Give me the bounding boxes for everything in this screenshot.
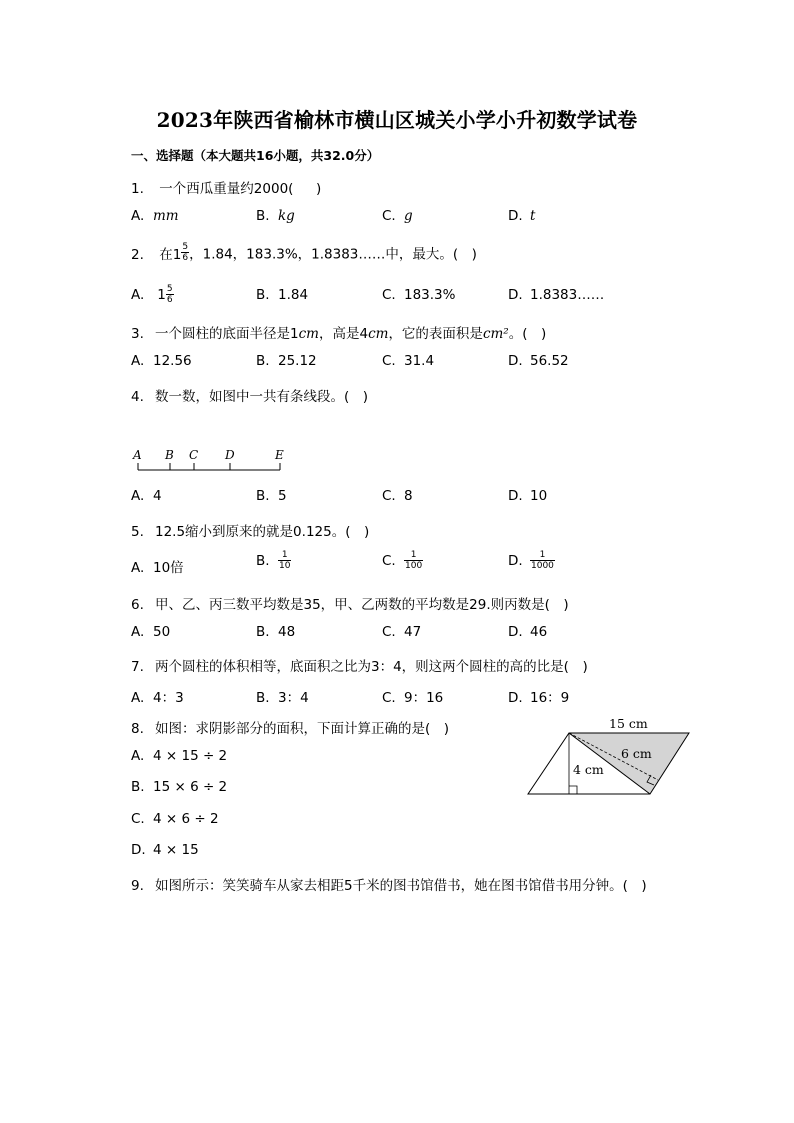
question-3: 3. 一个圆柱的底面半径是1cm，高是4cm，它的表面积是cm²。( ) bbox=[131, 326, 547, 342]
q8-option-d: D. 4 × 15 bbox=[131, 842, 199, 858]
q8-option-c: C. 4 × 6 ÷ 2 bbox=[131, 811, 219, 827]
question-9: 9. 如图所示：笑笑骑车从家去相距5千米的图书馆借书，她在图书馆借书用分钟。( ) bbox=[131, 878, 647, 894]
q7-option-a: A. 4：3 bbox=[131, 690, 184, 706]
q7-option-d: D. 16：9 bbox=[508, 690, 570, 706]
q4-option-b: B. 5 bbox=[256, 488, 287, 504]
q4-option-a: A. 4 bbox=[131, 488, 162, 504]
top-length-label: 15 cm bbox=[609, 716, 648, 731]
point-label: A bbox=[133, 448, 142, 462]
point-label: E bbox=[275, 448, 284, 462]
q4-option-c: C. 8 bbox=[382, 488, 413, 504]
q3-option-c: C. 31.4 bbox=[382, 353, 435, 369]
q3-option-a: A. 12.56 bbox=[131, 353, 192, 369]
q3-option-d: D. 56.52 bbox=[508, 353, 569, 369]
q6-option-b: B. 48 bbox=[256, 624, 296, 640]
q7-option-b: B. 3：4 bbox=[256, 690, 309, 706]
q3-option-b: B. 25.12 bbox=[256, 353, 317, 369]
point-label: B bbox=[165, 448, 174, 462]
q7-option-c: C. 9：16 bbox=[382, 690, 444, 706]
q5-option-c: C. $\frac{1}{100}$ bbox=[382, 550, 423, 571]
q2-option-d: D. 1.8383…… bbox=[508, 287, 605, 303]
diag-length-label: 6 cm bbox=[621, 746, 652, 761]
question-8: 8. 如图：求阴影部分的面积，下面计算正确的是( ) bbox=[131, 721, 450, 737]
point-label: C bbox=[189, 448, 199, 462]
question-1-text: 一个西瓜重量约2000( bbox=[159, 181, 294, 197]
section-heading: 一、选择题（本大题共16小题，共32.0分） bbox=[131, 148, 380, 163]
question-2: 2. 在1 $\frac{5}{6}$ ，1.84，183.3%，1.8383……中，最大。( ) bbox=[131, 242, 477, 263]
q8-option-a: A. 4 × 15 ÷ 2 bbox=[131, 748, 228, 764]
line-segment-figure bbox=[128, 444, 298, 478]
exam-title: 2023年陕西省榆林市横山区城关小学小升初数学试卷 bbox=[156, 108, 638, 132]
question-4: 4. 数一数，如图中一共有条线段。( ) bbox=[131, 389, 369, 405]
q1-option-c: C. g bbox=[382, 208, 413, 224]
q1-option-d: D. t bbox=[508, 208, 536, 224]
point-label: D bbox=[225, 448, 235, 462]
q2-option-a: A. 1 $\frac{5}{6}$ bbox=[131, 284, 173, 305]
q2-option-c: C. 183.3% bbox=[382, 287, 456, 303]
q5-option-d: D. $\frac{1}{1000}$ bbox=[508, 550, 554, 571]
parallelogram-figure bbox=[520, 712, 696, 802]
q5-option-a: A. 10倍 bbox=[131, 560, 184, 576]
question-5: 5. 12.5缩小到原来的就是0.125。( ) bbox=[131, 524, 370, 540]
q6-option-a: A. 50 bbox=[131, 624, 171, 640]
question-6: 6. 甲、乙、丙三数平均数是35，甲、乙两数的平均数是29.则丙数是( ) bbox=[131, 597, 569, 613]
q6-option-c: C. 47 bbox=[382, 624, 422, 640]
q4-option-d: D. 10 bbox=[508, 488, 548, 504]
q2-option-b: B. 1.84 bbox=[256, 287, 309, 303]
q1-option-b: B. kg bbox=[256, 208, 295, 224]
q5-option-b: B. $\frac{1}{10}$ bbox=[256, 550, 291, 571]
question-7: 7. 两个圆柱的体积相等，底面积之比为3：4，则这两个圆柱的高的比是( ) bbox=[131, 659, 588, 675]
q8-option-b: B. 15 × 6 ÷ 2 bbox=[131, 779, 228, 795]
question-1: 1. 一个西瓜重量约2000( ) bbox=[131, 181, 322, 197]
q6-option-d: D. 46 bbox=[508, 624, 548, 640]
q1-option-a: A. mm bbox=[131, 208, 179, 224]
height-label: 4 cm bbox=[573, 762, 604, 777]
